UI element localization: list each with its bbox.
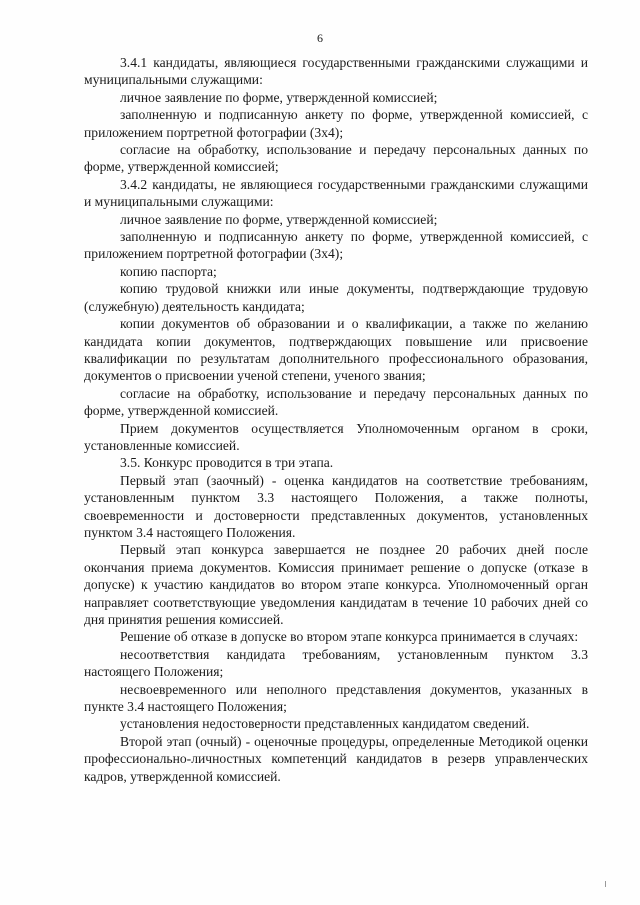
list-item-passport: копию паспорта; bbox=[120, 263, 217, 279]
scan-mark bbox=[605, 881, 606, 887]
paragraph-3-5: 3.5. Конкурс проводится в три этапа. bbox=[120, 455, 334, 471]
list-item-application: личное заявление по форме, утвержденной комиссией; bbox=[120, 89, 438, 105]
list-item-consent-2: согласие на обработку, использование и передачу персональных данных по форме, утвержденной комиссией. bbox=[84, 385, 588, 419]
paragraph-3-4-1: 3.4.1 кандидаты, являющиеся государственными гражданскими служащими и муниципальными служащими: bbox=[84, 55, 588, 88]
paragraph-document-acceptance: Прием документов осуществляется Уполномоченным органом в сроки, установленные комиссией. bbox=[84, 420, 588, 453]
list-item-employment-record: копию трудовой книжки или иные документы, подтверждающие трудовую (служебную) деятельность кандидата; bbox=[84, 281, 588, 314]
list-item-consent: согласие на обработку, использование и передачу персональных данных по форме, утвержденной комиссией; bbox=[84, 142, 588, 175]
list-item-nonconformity: несоответствия кандидата требованиям, установленным пунктом 3.3 настоящего Положения; bbox=[84, 646, 588, 680]
list-item-false-information: установления недостоверности представленных кандидатом сведений. bbox=[120, 716, 530, 732]
document-body bbox=[84, 54, 588, 785]
paragraph-3-4-2: 3.4.2 кандидаты, не являющиеся государственными гражданскими служащими и муниципальными служащими: bbox=[84, 176, 588, 210]
paragraph-first-stage: Первый этап (заочный) - оценка кандидатов на соответствие требованиям, установленным пунктом 3.3 настоящего Положения, а также полноты, своевременности и достоверности представленных документов, установленных пунктом 3.4 настоящего Положения. bbox=[84, 472, 588, 540]
page-number: 6 bbox=[317, 31, 323, 45]
paragraph-refusal-decision: Решение об отказе в допуске во втором этапе конкурса принимается в случаях: bbox=[120, 629, 579, 645]
list-item-application-2: личное заявление по форме, утвержденной комиссией; bbox=[120, 211, 438, 227]
list-item-questionnaire-2: заполненную и подписанную анкету по форме, утвержденной комиссией, с приложением портретной фотографии (3х4); bbox=[84, 229, 588, 262]
list-item-education-documents: копии документов об образовании и о квалификации, а также по желанию кандидата копии документов, подтверждающих повышение или присвоение квалификации по результатам дополнительного профессионального образования, документов о присвоении ученой степени, ученого звания; bbox=[84, 316, 588, 384]
list-item-late-submission: несвоевременного или неполного представления документов, указанных в пункте 3.4 настоящего Положения; bbox=[84, 681, 588, 715]
list-item-questionnaire: заполненную и подписанную анкету по форме, утвержденной комиссией, с приложением портретной фотографии (3х4); bbox=[84, 107, 588, 140]
paragraph-second-stage: Второй этап (очный) - оценочные процедуры, определенные Методикой оценки профессионально-личностных компетенций кандидатов в резерв управленческих кадров, утвержденной комиссией. bbox=[84, 733, 588, 784]
paragraph-first-stage-deadline: Первый этап конкурса завершается не позднее 20 рабочих дней после окончания приема документов. Комиссия принимает решение о допуске (отказе в допуске) к участию кандидатов во втором этапе конкурса. Уполномоченный орган направляет соответствующие уведомления кандидатам в течение 10 рабочих дней со дня принятия решения комиссией. bbox=[84, 542, 588, 627]
